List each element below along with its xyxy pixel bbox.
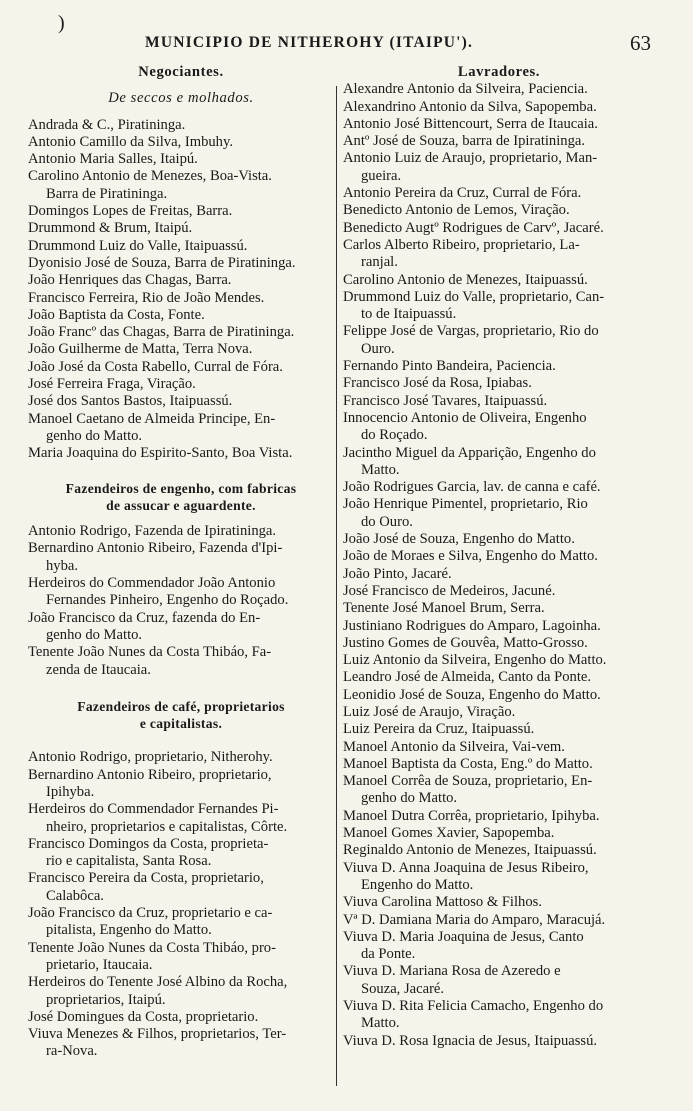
list-entry [28,290,334,307]
entry-line: Tenente João Nunes da Costa Thibáo, pro- [28,939,276,956]
section-subheading-seccos: De seccos e molhados. [108,90,254,107]
entry-continuation-line: Matto. [361,461,400,478]
list-entry [343,583,655,600]
entry-line: Innocencio Antonio de Oliveira, Engenho [343,409,587,426]
list-entry [343,963,655,998]
list-entry [28,220,334,237]
list-entry [343,116,655,133]
page-header [0,31,693,58]
entry-continuation-line: do Roçado. [361,427,428,444]
list-entry [28,523,334,540]
page-title: MUNICIPIO DE NITHEROHY (ITAIPU'). [145,34,474,51]
entry-line: Andrada & C., Piratininga. [28,116,186,133]
list-entry [343,323,655,358]
list-entry [28,376,334,393]
list-entry [343,358,655,375]
list-entry [28,445,334,462]
entry-line: Manoel Dutra Corrêa, proprietario, Ipihyba. [343,807,600,824]
section-title-line: Fazendeiros de café, proprietarios [77,698,285,714]
section-title-cafe [28,698,334,733]
entry-line: Manoel Gomes Xavier, Sapopemba. [343,825,555,842]
right-column [343,64,655,1050]
list-entry [343,635,655,652]
entry-line: José dos Santos Bastos, Itaipuassú. [28,393,233,410]
list-entry [343,531,655,548]
entry-line: Justiniano Rodrigues do Amparo, Lagoinha. [343,617,601,634]
entry-line: Herdeiros do Tenente José Albino da Rocha, [28,974,288,991]
list-entry [343,185,655,202]
entry-line: Antonio Luiz de Araujo, proprietario, Man- [343,150,598,167]
entry-line: Viuva D. Mariana Rosa de Azeredo e [343,963,561,980]
list-entry [28,324,334,341]
entry-line: João Baptista da Costa, Fonte. [28,306,205,323]
list-entry [28,134,334,151]
list-entry [343,721,655,738]
list-entry [343,99,655,116]
list-entry [28,341,334,358]
entry-line: João Henrique Pimentel, proprietario, Rio [343,496,588,513]
list-entry [343,150,655,185]
list-entry [343,825,655,842]
list-entry [343,687,655,704]
entry-line: Carolino Antonio de Menezes, Itaipuassú. [343,271,588,288]
entry-continuation-line: Souza, Jacaré. [361,980,445,997]
entry-continuation-line: Ipihyba. [46,783,95,800]
entry-line: Domingos Lopes de Freitas, Barra. [28,203,233,220]
list-entry [343,272,655,289]
entry-line: Jacintho Miguel da Apparição, Engenho do [343,444,596,461]
list-entry [28,940,334,975]
list-engenho [28,523,334,679]
entry-continuation-line: genho do Matto. [46,427,143,444]
entry-line: Manoel Corrêa de Souza, proprietario, En- [343,773,593,790]
entry-line: Alexandre Antonio da Silveira, Paciencia. [343,81,588,98]
list-entry [28,610,334,645]
list-entry [28,1009,334,1026]
list-entry [343,393,655,410]
list-entry [343,860,655,895]
entry-line: Antonio Pereira da Cruz, Curral de Fóra. [343,185,582,202]
section-title-line: de assucar e aguardente. [106,497,256,513]
list-entry [343,445,655,480]
entry-continuation-line: ra-Nova. [46,1043,98,1060]
list-entry [28,836,334,871]
entry-line: Alexandrino Antonio da Silva, Sapopemba. [343,98,597,115]
entry-line: João Francisco da Cruz, proprietario e ca- [28,905,273,922]
list-entry [343,133,655,150]
entry-line: Antonio Rodrigo, Fazenda de Ipiratininga. [28,523,277,540]
list-entry [343,496,655,531]
section-heading-negociantes: Negociantes. [138,64,224,80]
list-entry [28,151,334,168]
entry-continuation-line: do Ouro. [361,513,413,530]
list-entry [343,912,655,929]
list-entry [343,289,655,324]
entry-continuation-line: pitalista, Engenho do Matto. [46,922,212,939]
list-entry [28,540,334,575]
list-entry [28,272,334,289]
entry-line: João de Moraes e Silva, Engenho do Matto. [343,548,598,565]
entry-line: Bernardino Antonio Ribeiro, Fazenda d'Ipi- [28,540,283,557]
entry-continuation-line: da Ponte. [361,946,416,963]
entry-line: Viuva D. Rosa Ignacia de Jesus, Itaipuassú. [343,1032,598,1049]
entry-line: Manoel Antonio da Silveira, Vai-vem. [343,738,565,755]
entry-continuation-line: genho do Matto. [361,790,458,807]
list-entry [28,749,334,766]
list-entry [343,929,655,964]
list-entry [28,801,334,836]
entry-line: Herdeiros do Commendador Fernandes Pi- [28,801,279,818]
list-entry [28,644,334,679]
list-entry [343,202,655,219]
entry-continuation-line: genho do Matto. [46,626,143,643]
entry-line: Leonidio José de Souza, Engenho do Matto. [343,686,601,703]
entry-line: Luiz Pereira da Cruz, Itaipuassú. [343,721,535,738]
entry-line: Drummond Luiz do Valle, proprietario, Can- [343,288,605,305]
list-lavradores [343,81,655,1050]
list-entry [28,1026,334,1061]
list-entry [343,618,655,635]
entry-continuation-line: Fernandes Pinheiro, Engenho do Roçado. [46,592,289,609]
entry-line: Viuva Menezes & Filhos, proprietarios, Ter- [28,1026,287,1043]
section-heading-lavradores: Lavradores. [457,64,541,80]
entry-line: João Pinto, Jacaré. [343,565,452,582]
list-cafe [28,749,334,1060]
entry-continuation-line: Calabôca. [46,887,104,904]
entry-line: Viuva Carolina Mattoso & Filhos. [343,894,542,911]
entry-line: João Rodrigues Garcia, lav. de canna e café. [343,479,601,496]
entry-line: Drummond & Brum, Itaipú. [28,220,193,237]
entry-continuation-line: zenda de Itaucaia. [46,661,151,678]
entry-line: Felippe José de Vargas, proprietario, Rio do [343,323,599,340]
list-entry [28,411,334,446]
stray-mark: ) [58,12,65,34]
list-entry [343,704,655,721]
entry-line: Fernando Pinto Bandeira, Paciencia. [343,358,556,375]
list-entry [28,255,334,272]
entry-line: Francisco Pereira da Costa, proprietario, [28,870,264,887]
entry-continuation-line: gueira. [361,167,402,184]
list-entry [28,359,334,376]
list-entry [28,117,334,134]
list-entry [343,410,655,445]
left-column [28,64,334,1061]
entry-line: Herdeiros do Commendador João Antonio [28,575,276,592]
entry-line: Antº José de Souza, barra de Ipiratininga. [343,133,586,150]
list-entry [28,168,334,203]
entry-line: Justino Gomes de Gouvêa, Matto-Grosso. [343,634,588,651]
entry-line: Viuva D. Rita Felicia Camacho, Engenho do [343,998,604,1015]
entry-continuation-line: nheiro, proprietarios e capitalistas, Côrte. [46,818,288,835]
column-divider [336,86,337,1086]
list-entry [343,669,655,686]
section-title-line: e capitalistas. [139,716,223,732]
entry-continuation-line: to de Itaipuassú. [361,306,457,323]
list-entry [28,870,334,905]
entry-line: Luiz José de Araujo, Viração. [343,703,516,720]
list-entry [28,203,334,220]
list-entry [343,773,655,808]
entry-line: Drummond Luiz do Valle, Itaipuassú. [28,237,248,254]
entry-line: Viuva D. Anna Joaquina de Jesus Ribeiro, [343,859,589,876]
entry-line: João Francº das Chagas, Barra de Piratininga. [28,324,295,341]
entry-line: Reginaldo Antonio de Menezes, Itaipuassú. [343,842,597,859]
entry-line: João Henriques das Chagas, Barra. [28,272,232,289]
list-entry [343,1033,655,1050]
entry-line: Dyonisio José de Souza, Barra de Piratininga. [28,254,296,271]
entry-continuation-line: Engenho do Matto. [361,876,474,893]
entry-continuation-line: Ouro. [361,340,395,357]
list-entry [343,842,655,859]
entry-line: Bernardino Antonio Ribeiro, proprietario, [28,766,272,783]
entry-line: Antonio Rodrigo, proprietario, Nitherohy. [28,749,273,766]
section-title-line: Fazendeiros de engenho, com fabricas [65,480,297,496]
list-entry [28,905,334,940]
list-entry [28,393,334,410]
list-entry [28,238,334,255]
entry-line: Viuva D. Maria Joaquina de Jesus, Canto [343,928,584,945]
entry-line: Tenente José Manoel Brum, Serra. [343,600,545,617]
entry-line: Carlos Alberto Ribeiro, proprietario, La- [343,236,580,253]
list-entry [343,998,655,1033]
entry-line: João Francisco da Cruz, fazenda do En- [28,609,261,626]
list-entry [343,81,655,98]
list-entry [28,974,334,1009]
entry-line: Carolino Antonio de Menezes, Boa-Vista. [28,168,272,185]
entry-continuation-line: prietario, Itaucaia. [46,956,153,973]
entry-continuation-line: Matto. [361,1015,400,1032]
entry-line: Antonio Maria Salles, Itaipú. [28,151,198,168]
entry-line: João Guilherme de Matta, Terra Nova. [28,341,253,358]
entry-line: Benedicto Augtº Rodrigues de Carvº, Jacaré. [343,219,604,236]
list-entry [28,307,334,324]
list-entry [343,375,655,392]
entry-line: Maria Joaquina do Espirito-Santo, Boa Vista. [28,445,293,462]
entry-line: José Ferreira Fraga, Viração. [28,376,196,393]
entry-line: Benedicto Antonio de Lemos, Viração. [343,202,570,219]
list-entry [343,600,655,617]
entry-line: João José de Souza, Engenho do Matto. [343,531,575,548]
entry-line: José Francisco de Medeiros, Jacuné. [343,582,556,599]
entry-line: Francisco Ferreira, Rio de João Mendes. [28,289,265,306]
list-entry [343,652,655,669]
list-entry [343,566,655,583]
list-entry [343,548,655,565]
entry-continuation-line: Barra de Piratininga. [46,185,168,202]
entry-line: Manoel Baptista da Costa, Eng.º do Matto. [343,755,593,772]
entry-line: Manoel Caetano de Almeida Principe, En- [28,410,276,427]
entry-line: Luiz Antonio da Silveira, Engenho do Matto. [343,652,607,669]
entry-line: José Domingues da Costa, proprietario. [28,1008,259,1025]
list-entry [343,479,655,496]
entry-line: Francisco José da Rosa, Ipiabas. [343,375,532,392]
list-entry [343,739,655,756]
list-entry [28,575,334,610]
entry-line: Antonio José Bittencourt, Serra de Itaucaia. [343,115,598,132]
entry-line: Vª D. Damiana Maria do Amparo, Maracujá. [343,911,606,928]
entry-line: Tenente João Nunes da Costa Thibáo, Fa- [28,644,272,661]
list-entry [343,756,655,773]
entry-continuation-line: hyba. [46,557,79,574]
list-entry [343,808,655,825]
section-title-engenho [28,480,334,515]
entry-line: Francisco José Tavares, Itaipuassú. [343,392,548,409]
entry-continuation-line: ranjal. [361,254,398,271]
list-entry [343,237,655,272]
entry-continuation-line: proprietarios, Itaipú. [46,991,166,1008]
list-entry [343,220,655,237]
list-negociantes [28,117,334,463]
entry-line: Antonio Camillo da Silva, Imbuhy. [28,133,233,150]
entry-continuation-line: rio e capitalista, Santa Rosa. [46,853,212,870]
entry-line: Francisco Domingos da Costa, proprieta- [28,835,269,852]
list-entry [343,894,655,911]
entry-line: João José da Costa Rabello, Curral de Fóra. [28,358,283,375]
entry-line: Leandro José de Almeida, Canto da Ponte. [343,669,592,686]
page-number: 63 [630,31,651,55]
list-entry [28,767,334,802]
